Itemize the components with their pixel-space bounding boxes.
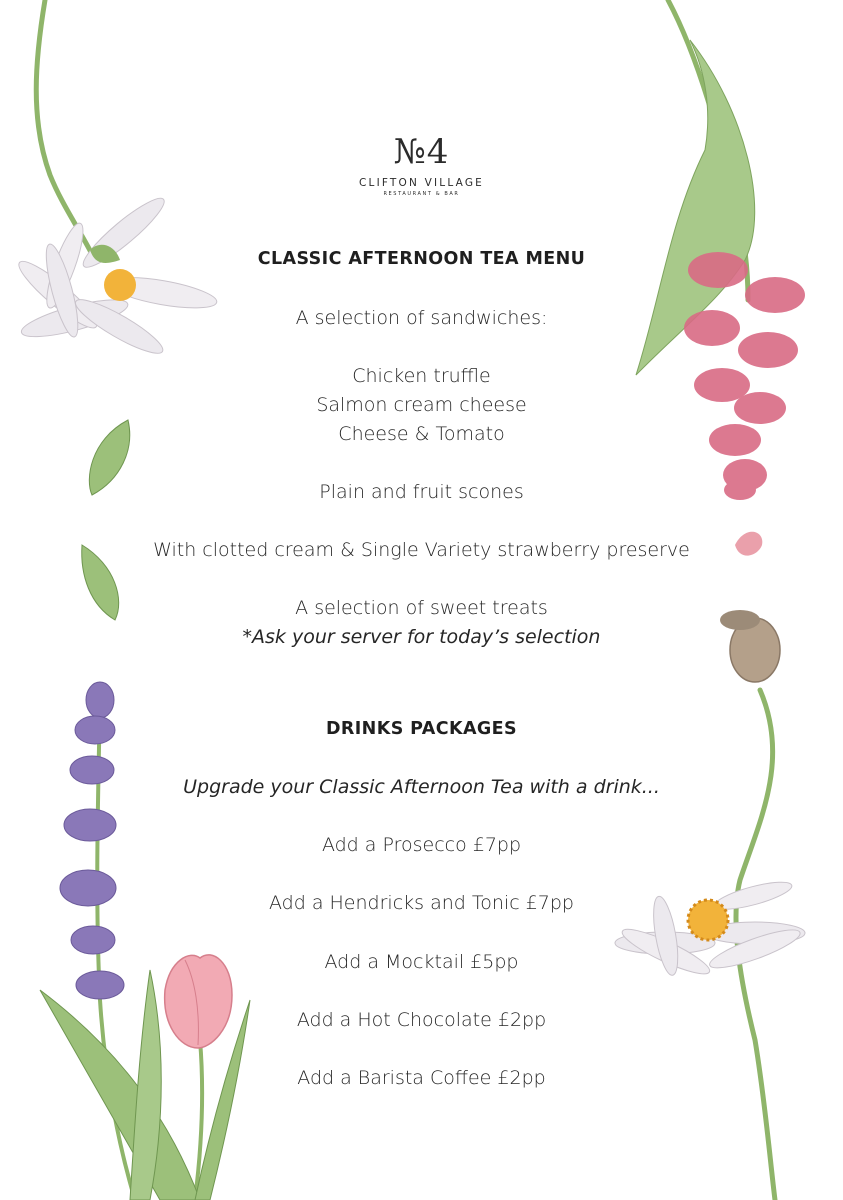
drinks-title: DRINKS PACKAGES [325,719,518,739]
logo-subtitle: RESTAURANT & BAR [383,191,460,197]
drink-item: Add a Hot Chocolate £2pp [296,1009,547,1031]
scones: Plain and fruit scones [319,481,524,503]
drink-item: Add a Hendricks and Tonic £7pp [269,892,574,914]
scones-note: With clotted cream & Single Variety strawberry preserve [153,539,690,561]
daisy-top-left [12,191,218,361]
drink-item: Add a Barista Coffee £2pp [297,1067,546,1089]
sandwich-item: Salmon cream cheese [316,394,527,416]
drinks-intro: Upgrade your Classic Afternoon Tea with a drink... [183,776,660,798]
drink-item: Add a Prosecco £7pp [321,834,522,856]
drink-item: Add a Mocktail £5pp [324,951,519,973]
sandwich-item: Cheese & Tomato [338,423,505,445]
sweet-treats-note: *Ask your server for today’s selection [242,626,601,648]
sweet-treats: A selection of sweet treats [295,597,548,619]
tea-menu-title: CLASSIC AFTERNOON TEA MENU [257,249,586,269]
sandwich-item: Chicken truffle [352,365,491,387]
daisy-stem-top-left [36,0,95,260]
logo-mark: №4 [393,132,450,172]
sandwich-intro: A selection of sandwiches: [295,307,548,329]
logo-name: CLIFTON VILLAGE [359,177,484,189]
